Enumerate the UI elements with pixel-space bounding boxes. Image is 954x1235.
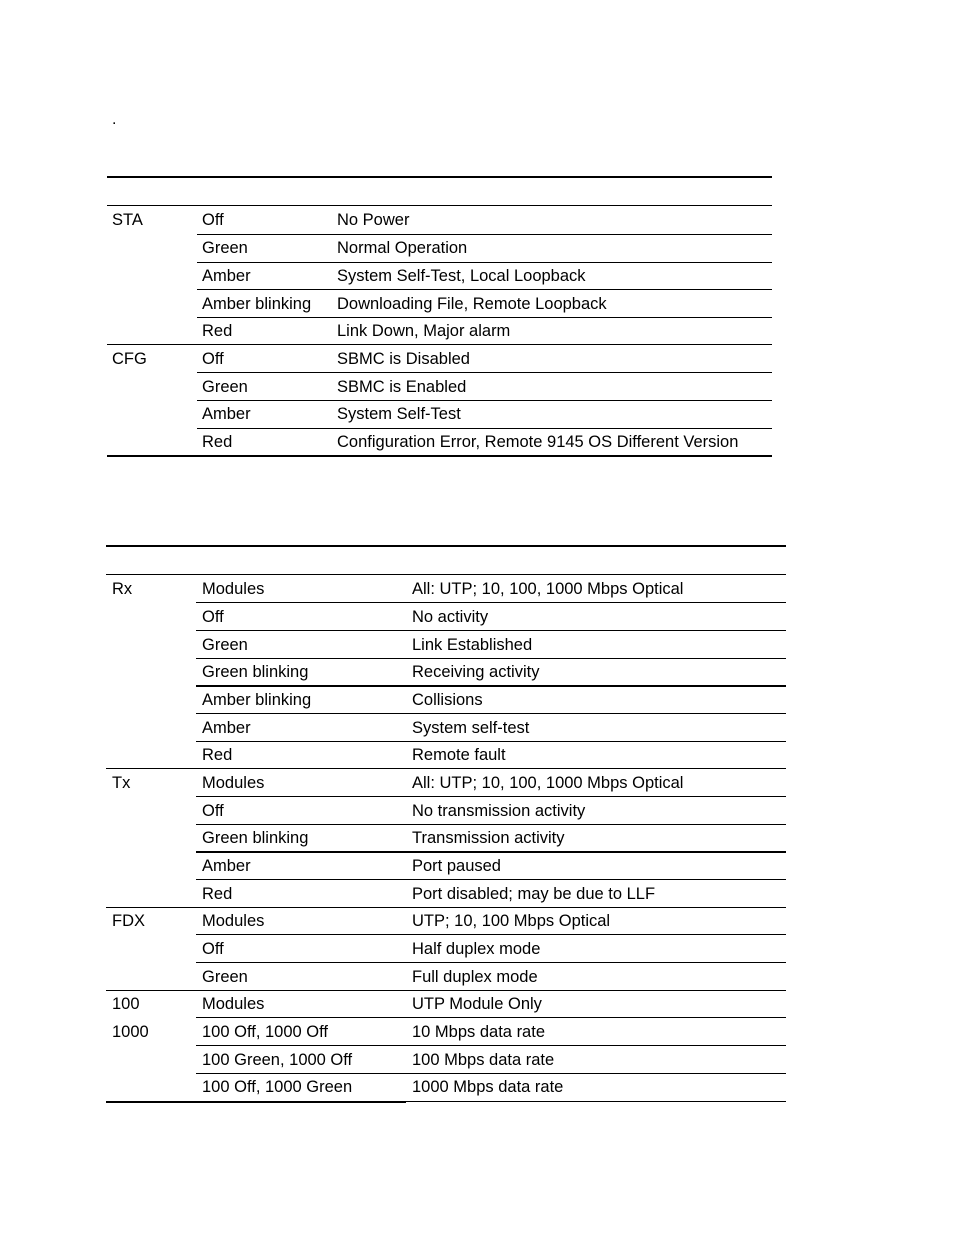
led-state: Modules	[202, 995, 265, 1013]
led-state: Amber	[202, 405, 251, 423]
led-meaning: SBMC is Disabled	[337, 350, 470, 368]
group-label: FDX	[112, 912, 145, 930]
led-state: Modules	[202, 580, 265, 598]
table-row	[106, 852, 786, 880]
table-bottom-rule	[107, 455, 772, 457]
led-meaning: No Power	[337, 211, 410, 229]
table-row	[106, 935, 786, 963]
led-meaning: System Self-Test	[337, 405, 461, 423]
led-state: Amber blinking	[202, 295, 312, 313]
led-meaning: Remote fault	[412, 746, 506, 764]
led-state: Green blinking	[202, 663, 309, 681]
table-row	[106, 575, 786, 603]
led-state: 100 Green, 1000 Off	[202, 1051, 353, 1069]
table-row	[106, 1018, 786, 1046]
led-state: 100 Off, 1000 Off	[202, 1023, 328, 1041]
table-row	[107, 345, 772, 373]
led-table-2	[106, 545, 786, 1107]
led-meaning: All: UTP; 10, 100, 1000 Mbps Optical	[412, 580, 684, 598]
table-top-rule	[106, 545, 786, 547]
group-label-secondary: 1000	[112, 1023, 149, 1041]
led-state: Red	[202, 433, 233, 451]
led-state: Red	[202, 746, 233, 764]
led-meaning: Full duplex mode	[412, 968, 538, 986]
table-row	[106, 1046, 786, 1074]
led-state: Off	[202, 608, 224, 626]
group-label: 100	[112, 995, 140, 1013]
led-state: Red	[202, 885, 233, 903]
led-meaning: UTP Module Only	[412, 995, 542, 1013]
led-meaning: Collisions	[412, 691, 483, 709]
led-meaning: 10 Mbps data rate	[412, 1023, 545, 1041]
led-meaning: Normal Operation	[337, 239, 468, 257]
led-state: Green	[202, 239, 248, 257]
table-row	[106, 1073, 786, 1101]
led-state: Green	[202, 378, 248, 396]
led-meaning: 100 Mbps data rate	[412, 1051, 555, 1069]
led-meaning: System Self-Test, Local Loopback	[337, 267, 586, 285]
led-state: Off	[202, 211, 224, 229]
table-row	[107, 400, 772, 428]
led-meaning: Configuration Error, Remote 9145 OS Different Version	[337, 433, 739, 451]
led-state: Red	[202, 322, 233, 340]
stray-dot: .	[112, 111, 117, 128]
led-meaning: All: UTP; 10, 100, 1000 Mbps Optical	[412, 774, 684, 792]
table-row	[106, 824, 786, 852]
table-row	[106, 769, 786, 797]
led-meaning: Downloading File, Remote Loopback	[337, 295, 607, 313]
table-row	[106, 963, 786, 991]
led-state: Green blinking	[202, 829, 309, 847]
led-state: Off	[202, 802, 224, 820]
table-row	[107, 262, 772, 290]
table-row	[106, 880, 786, 908]
group-label: STA	[112, 211, 143, 229]
table-row	[106, 631, 786, 659]
led-meaning: System self-test	[412, 719, 530, 737]
led-meaning: SBMC is Enabled	[337, 378, 467, 396]
led-meaning: Receiving activity	[412, 663, 540, 681]
led-meaning: UTP; 10, 100 Mbps Optical	[412, 912, 611, 930]
table-row	[106, 990, 786, 1018]
led-state: Amber	[202, 719, 251, 737]
led-meaning: Port paused	[412, 857, 501, 875]
led-meaning: Port disabled; may be due to LLF	[412, 885, 656, 903]
led-state: Amber	[202, 857, 251, 875]
group-label: Rx	[112, 580, 133, 598]
table-row	[106, 658, 786, 686]
led-state: Green	[202, 968, 248, 986]
led-state: Modules	[202, 912, 265, 930]
led-meaning: Link Established	[412, 636, 533, 654]
table-row	[107, 290, 772, 318]
led-state: Green	[202, 636, 248, 654]
table-row	[106, 714, 786, 742]
led-state: 100 Off, 1000 Green	[202, 1078, 353, 1096]
group-label: Tx	[112, 774, 131, 792]
led-meaning: Transmission activity	[412, 829, 565, 847]
led-state: Off	[202, 940, 224, 958]
led-meaning: Link Down, Major alarm	[337, 322, 511, 340]
led-meaning: No transmission activity	[412, 802, 586, 820]
table-row	[107, 317, 772, 345]
table-row	[107, 428, 772, 456]
led-state: Amber blinking	[202, 691, 312, 709]
led-meaning: Half duplex mode	[412, 940, 541, 958]
led-meaning: No activity	[412, 608, 489, 626]
led-table-1	[107, 176, 772, 460]
led-state: Modules	[202, 774, 265, 792]
table-row	[106, 797, 786, 825]
table-bottom-rule-right	[406, 1101, 786, 1102]
table-row	[107, 234, 772, 262]
group-label: CFG	[112, 350, 147, 368]
led-meaning: 1000 Mbps data rate	[412, 1078, 564, 1096]
table-top-rule	[107, 176, 772, 178]
table-row	[106, 741, 786, 769]
table-row	[107, 373, 772, 401]
table-row	[106, 603, 786, 631]
table-row	[107, 206, 772, 234]
table-bottom-rule	[106, 1101, 406, 1103]
table-row	[106, 907, 786, 935]
led-state: Amber	[202, 267, 251, 285]
led-state: Off	[202, 350, 224, 368]
table-row	[106, 686, 786, 714]
